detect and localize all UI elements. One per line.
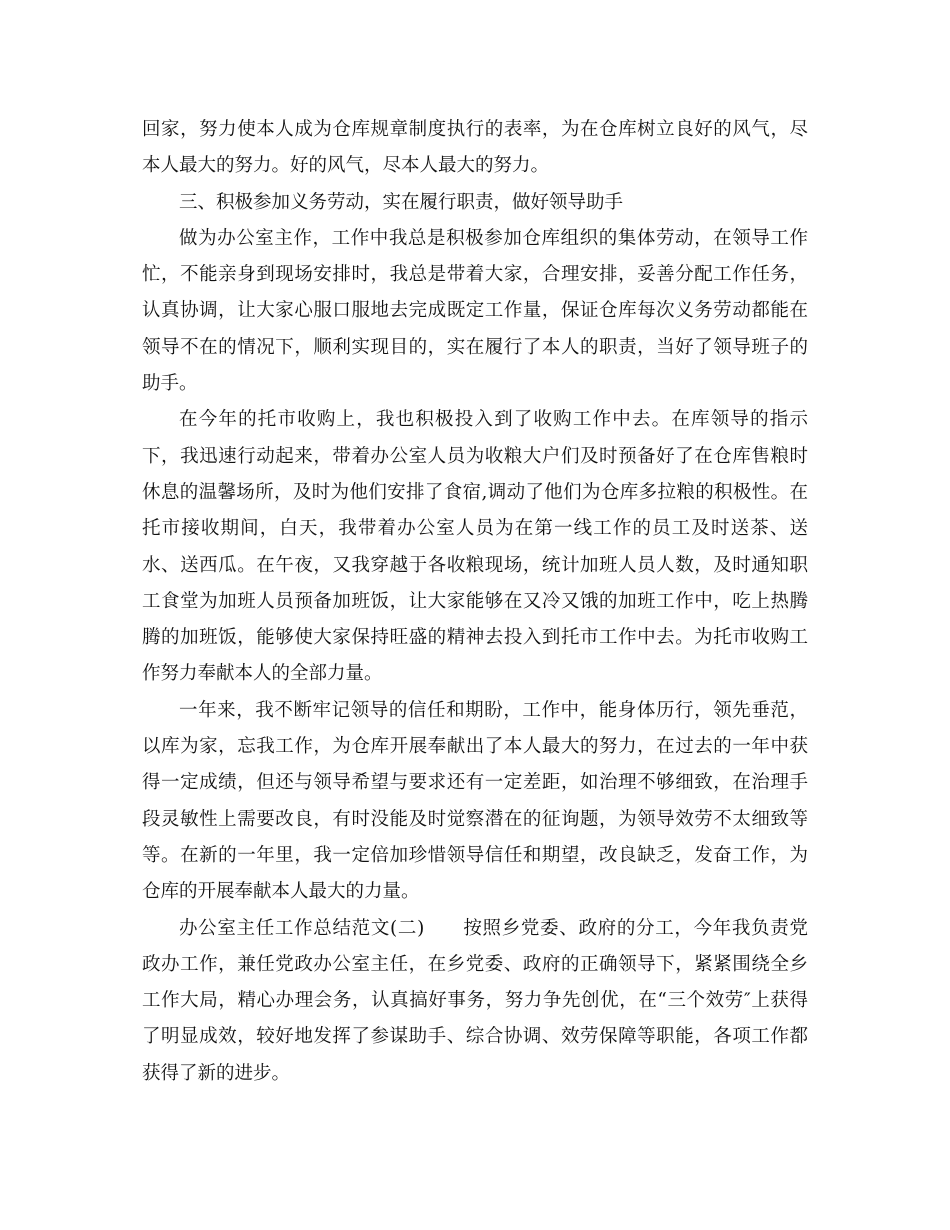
text-line: 本人最大的努力。好的风气，尽本人最大的努力。 <box>142 155 550 177</box>
text-line: 获得了新的进步。 <box>142 1062 291 1084</box>
text-line: 政办工作，兼任党政办公室主任，在乡党委、政府的正确领导下，紧紧围绕全乡 <box>142 953 808 975</box>
text-line: 三、积极参加义务劳动，实在履行职责，做好领导助手 <box>179 191 624 213</box>
text-line: 了明显成效，较好地发挥了参谋助手、综合协调、效劳保障等职能，各项工作都 <box>142 1026 808 1048</box>
text-line: 休息的温馨场所，及时为他们安排了食宿,调动了他们为仓库多拉粮的积极性。在 <box>142 481 808 503</box>
text-line: 助手。 <box>142 373 198 395</box>
text-line: 回家，努力使本人成为仓库规章制度执行的表率，为在仓库树立良好的风气，尽 <box>142 119 808 140</box>
text-line: 下，我迅速行动起来，带着办公室人员为收粮大户们及时预备好了在仓库售粮时 <box>142 445 808 467</box>
text-line: 托市接收期间，白天，我带着办公室人员为在第一线工作的员工及时送茶、送 <box>142 518 808 540</box>
text-line: 水、送西瓜。在午夜，又我穿越于各收粮现场，统计加班人员人数，及时通知职 <box>142 554 808 576</box>
text-line: 以库为家，忘我工作，为仓库开展奉献出了本人最大的努力，在过去的一年中获 <box>142 736 808 758</box>
document-body <box>142 112 808 1092</box>
text-line: 腾的加班饭，能够使大家保持旺盛的精神去投入到托市工作中去。为托市收购工 <box>142 627 808 649</box>
text-line: 段灵敏性上需要改良，有时没能及时觉察潜在的征询题，为领导效劳不太细致等 <box>142 808 808 830</box>
text-line: 工食堂为加班人员预备加班饭，让大家能够在又冷又饿的加班工作中，吃上热腾 <box>142 590 808 612</box>
text-line: 一年来，我不断牢记领导的信任和期盼，工作中，能身体历行，领先垂范， <box>179 699 808 721</box>
text-line: 办公室主任工作总结范文(二) 按照乡党委、政府的分工，今年我负责党 <box>179 917 808 939</box>
text-line: 得一定成绩，但还与领导希望与要求还有一定差距，如治理不够细致，在治理手 <box>142 772 808 794</box>
text-line: 在今年的托市收购上，我也积极投入到了收购工作中去。在库领导的指示 <box>179 409 808 431</box>
text-line: 工作大局，精心办理会务，认真搞好事务，努力争先创优，在“三个效劳″上获得 <box>142 990 808 1012</box>
text-line: 等。在新的一年里，我一定倍加珍惜领导信任和期望，改良缺乏，发奋工作，为 <box>142 844 808 866</box>
text-line: 仓库的开展奉献本人最大的力量。 <box>142 881 420 903</box>
text-line: 认真协调，让大家心服口服地去完成既定工作量，保证仓库每次义务劳动都能在 <box>142 300 808 322</box>
text-line: 作努力奉献本人的全部力量。 <box>142 663 383 685</box>
text-line: 做为办公室主作，工作中我总是积极参加仓库组织的集体劳动，在领导工作 <box>179 227 808 249</box>
text-line: 领导不在的情况下，顺利实现目的，实在履行了本人的职责，当好了领导班子的 <box>142 336 808 358</box>
text-line: 忙，不能亲身到现场安排时，我总是带着大家，合理安排，妥善分配工作任务， <box>142 264 808 286</box>
